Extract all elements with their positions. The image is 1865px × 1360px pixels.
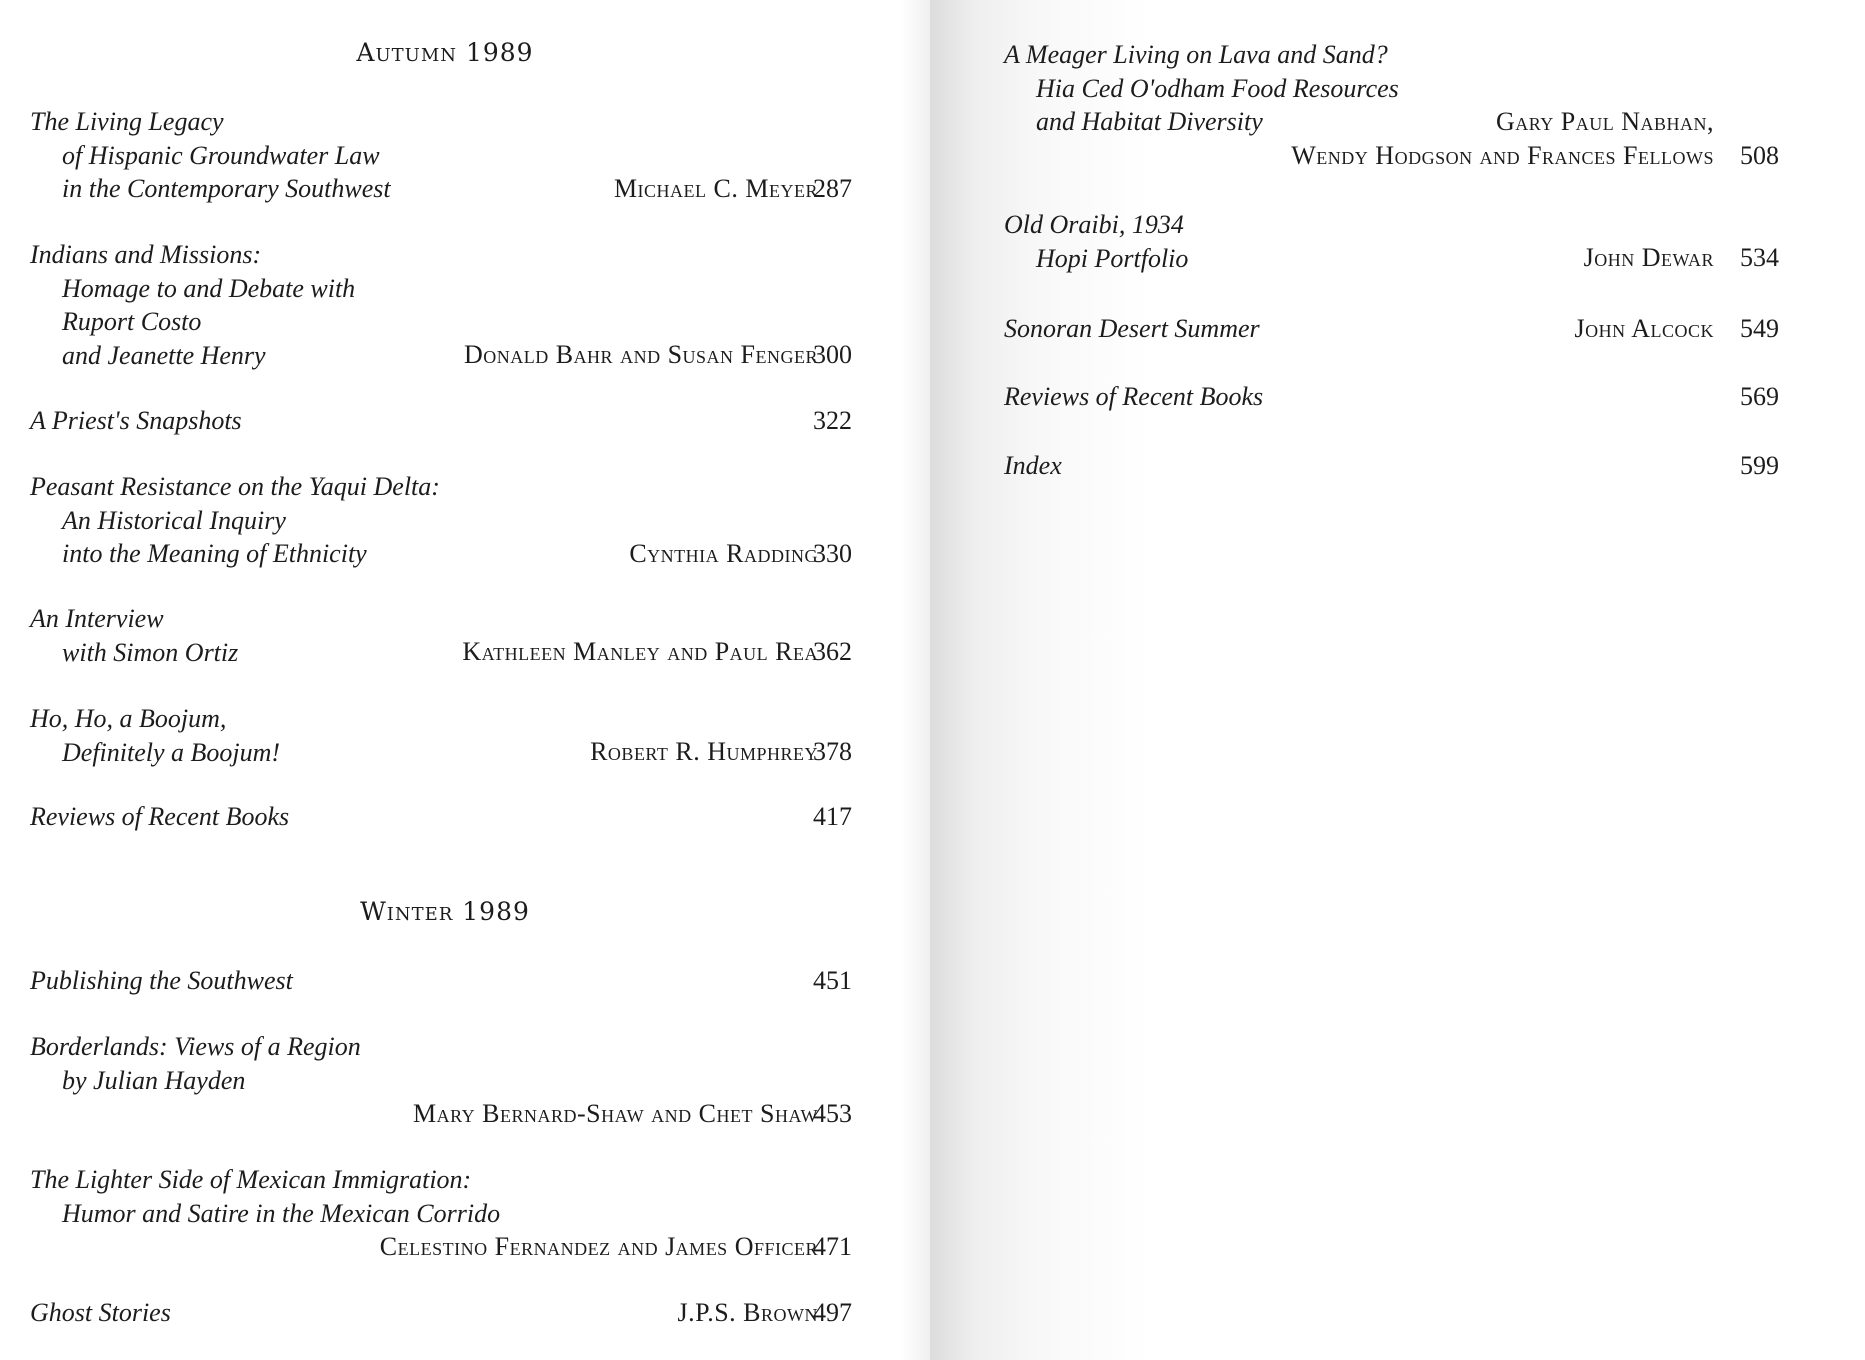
entry-title: The Living Legacy [30, 107, 224, 136]
entry-author: Gary Paul Nabhan, [1495, 107, 1714, 136]
entry-title: in the Contemporary Southwest [62, 174, 391, 203]
entry-title: Reviews of Recent Books [30, 802, 290, 831]
entry-title: and Habitat Diversity [1036, 107, 1263, 136]
toc-entry [30, 964, 860, 1000]
right-page [930, 0, 1865, 1360]
entry-title: Definitely a Boojum! [62, 737, 281, 767]
entry-title: Reviews of Recent Books [1004, 382, 1264, 411]
entry-title: A Priest's Snapshots [30, 406, 242, 435]
toc-entry [30, 1296, 860, 1332]
entry-page-number: 287 [813, 174, 852, 203]
entry-title: Ghost Stories [30, 1298, 171, 1327]
toc-entry [1004, 208, 1784, 278]
entry-title: Sonoran Desert Summer [1004, 314, 1260, 343]
entry-page-number: 378 [813, 737, 852, 766]
toc-entry [1004, 449, 1784, 485]
entry-page-number: 417 [813, 802, 852, 831]
section-heading-autumn: Autumn 1989 [356, 38, 534, 67]
entry-page-number: 362 [813, 637, 852, 666]
entry-title: Humor and Satire in the Mexican Corrido [62, 1198, 501, 1228]
entry-page-number: 471 [813, 1232, 852, 1261]
entry-page-number: 534 [1740, 243, 1779, 272]
entry-author: Cynthia Radding [629, 539, 818, 568]
toc-entry [30, 602, 860, 672]
entry-author: Wendy Hodgson and Frances Fellows [1291, 141, 1714, 170]
toc-entry [30, 1030, 860, 1135]
entry-title: into the Meaning of Ethnicity [62, 539, 367, 568]
toc-entry [30, 702, 860, 772]
entry-title: A Meager Living on Lava and Sand? [1004, 40, 1388, 69]
entry-title: of Hispanic Groundwater Law [62, 140, 380, 170]
entry-page-number: 300 [813, 340, 852, 369]
entry-page-number: 322 [813, 406, 852, 435]
entry-title: and Jeanette Henry [62, 340, 266, 370]
entry-author: John Dewar [1583, 243, 1714, 272]
toc-entry [30, 1163, 860, 1268]
toc-entry [30, 404, 860, 440]
entry-page-number: 497 [813, 1298, 852, 1327]
toc-entry [30, 105, 860, 215]
entry-author: Mary Bernard-Shaw and Chet Shaw [413, 1099, 818, 1128]
entry-author: Michael C. Meyer [613, 174, 818, 203]
entry-title: with Simon Ortiz [62, 637, 239, 667]
entry-title: Hopi Portfolio [1036, 243, 1189, 273]
entry-title: An Interview [30, 604, 164, 633]
entry-title: Borderlands: Views of a Region [30, 1032, 361, 1061]
entry-title: An Historical Inquiry [62, 505, 286, 535]
entry-title: Index [1004, 451, 1062, 480]
entry-title: by Julian Hayden [62, 1065, 246, 1095]
entry-title: Publishing the Southwest [30, 966, 293, 995]
entry-title: Old Oraibi, 1934 [1004, 210, 1184, 239]
entry-title: Indians and Missions: [30, 240, 262, 269]
toc-entry [1004, 380, 1784, 416]
toc-entry [1004, 38, 1784, 178]
entry-author: Kathleen Manley and Paul Rea [462, 637, 818, 666]
entry-page-number: 508 [1740, 141, 1779, 170]
toc-entry [30, 238, 860, 378]
entry-title: Hia Ced O'odham Food Resources [1036, 73, 1399, 103]
entry-title: Ho, Ho, a Boojum, [30, 704, 227, 733]
entry-page-number: 453 [813, 1099, 852, 1128]
entry-author: John Alcock [1574, 314, 1714, 343]
entry-title: Ruport Costo [62, 307, 202, 336]
entry-page-number: 549 [1740, 314, 1779, 343]
entry-page-number: 569 [1740, 382, 1779, 411]
entry-title: Peasant Resistance on the Yaqui Delta: [30, 472, 440, 501]
toc-entry [1004, 312, 1784, 348]
entry-page-number: 451 [813, 966, 852, 995]
section-heading-winter: Winter 1989 [360, 897, 530, 926]
toc-entry [30, 470, 860, 580]
entry-author: Celestino Fernandez and James Officer [379, 1232, 818, 1261]
entry-page-number: 330 [813, 539, 852, 568]
entry-title: Homage to and Debate with [62, 273, 356, 303]
entry-author: J.P.S. Brown [677, 1298, 818, 1327]
entry-author: Donald Bahr and Susan Fenger [463, 340, 818, 369]
left-page [0, 0, 930, 1360]
entry-title: The Lighter Side of Mexican Immigration: [30, 1165, 472, 1194]
entry-page-number: 599 [1740, 451, 1779, 480]
entry-author: Robert R. Humphrey [590, 737, 818, 766]
toc-entry [30, 800, 860, 836]
